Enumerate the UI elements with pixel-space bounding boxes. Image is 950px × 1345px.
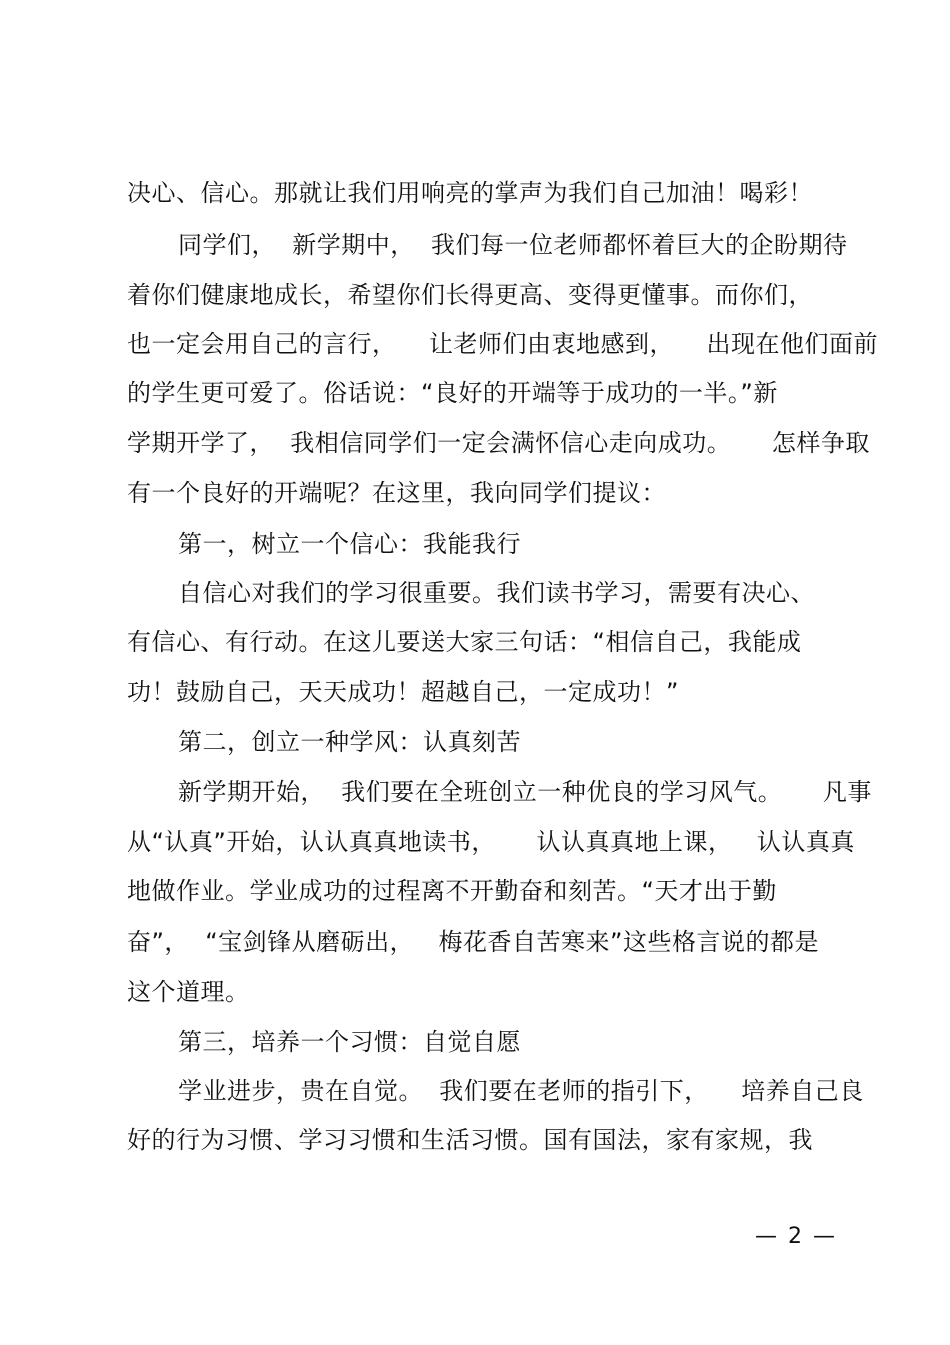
text-line: 也一定会用自己的言行， 让老师们由衷地感到， 出现在他们面前 (127, 330, 879, 358)
text-line: 同学们， 新学期中， 我们每一位老师都怀着巨大的企盼期待 (178, 231, 848, 259)
text-line: 功！鼓励自己，天天成功！超越自己，一定成功！” (127, 678, 679, 706)
text-line: 好的行为习惯、学习习惯和生活习惯。国有国法，家有家规，我 (127, 1126, 813, 1154)
text-line: 从“认真”开始，认认真真地读书， 认认真真地上课， 认认真真 (127, 828, 855, 856)
page-number: — 2 — (755, 1224, 837, 1249)
text-line: 地做作业。学业成功的过程离不开勤奋和刻苦。“天才出于勤 (127, 877, 777, 905)
text-line: 奋”， “宝剑锋从磨砺出， 梅花香自苦寒来”这些格言说的都是 (127, 928, 819, 956)
text-line: 的学生更可爱了。俗话说：“良好的开端等于成功的一半。”新 (127, 379, 778, 407)
section-heading: 第三，培养一个习惯：自觉自愿 (178, 1028, 521, 1056)
text-line: 这个道理。 (127, 978, 250, 1006)
text-line: 自信心对我们的学习很重要。我们读书学习，需要有决心、 (178, 579, 815, 607)
text-line: 新学期开始， 我们要在全班创立一种优良的学习风气。 凡事 (178, 778, 872, 806)
text-line: 学业进步，贵在自觉。 我们要在老师的指引下， 培养自己良 (178, 1077, 864, 1105)
text-line: 着你们健康地成长，希望你们长得更高、变得更懂事。而你们， (127, 281, 813, 309)
text-line: 学期开学了， 我相信同学们一定会满怀信心走向成功。 怎样争取 (127, 429, 870, 457)
section-heading: 第二，创立一种学风：认真刻苦 (178, 728, 521, 756)
text-line: 有一个良好的开端呢？在这里，我向同学们提议： (127, 479, 666, 507)
text-line: 决心、信心。那就让我们用响亮的掌声为我们自己加油！喝彩！ (127, 179, 813, 207)
text-line: 有信心、有行动。在这儿要送大家三句话：“相信自己，我能成 (127, 628, 802, 656)
section-heading: 第一，树立一个信心：我能我行 (178, 530, 521, 558)
